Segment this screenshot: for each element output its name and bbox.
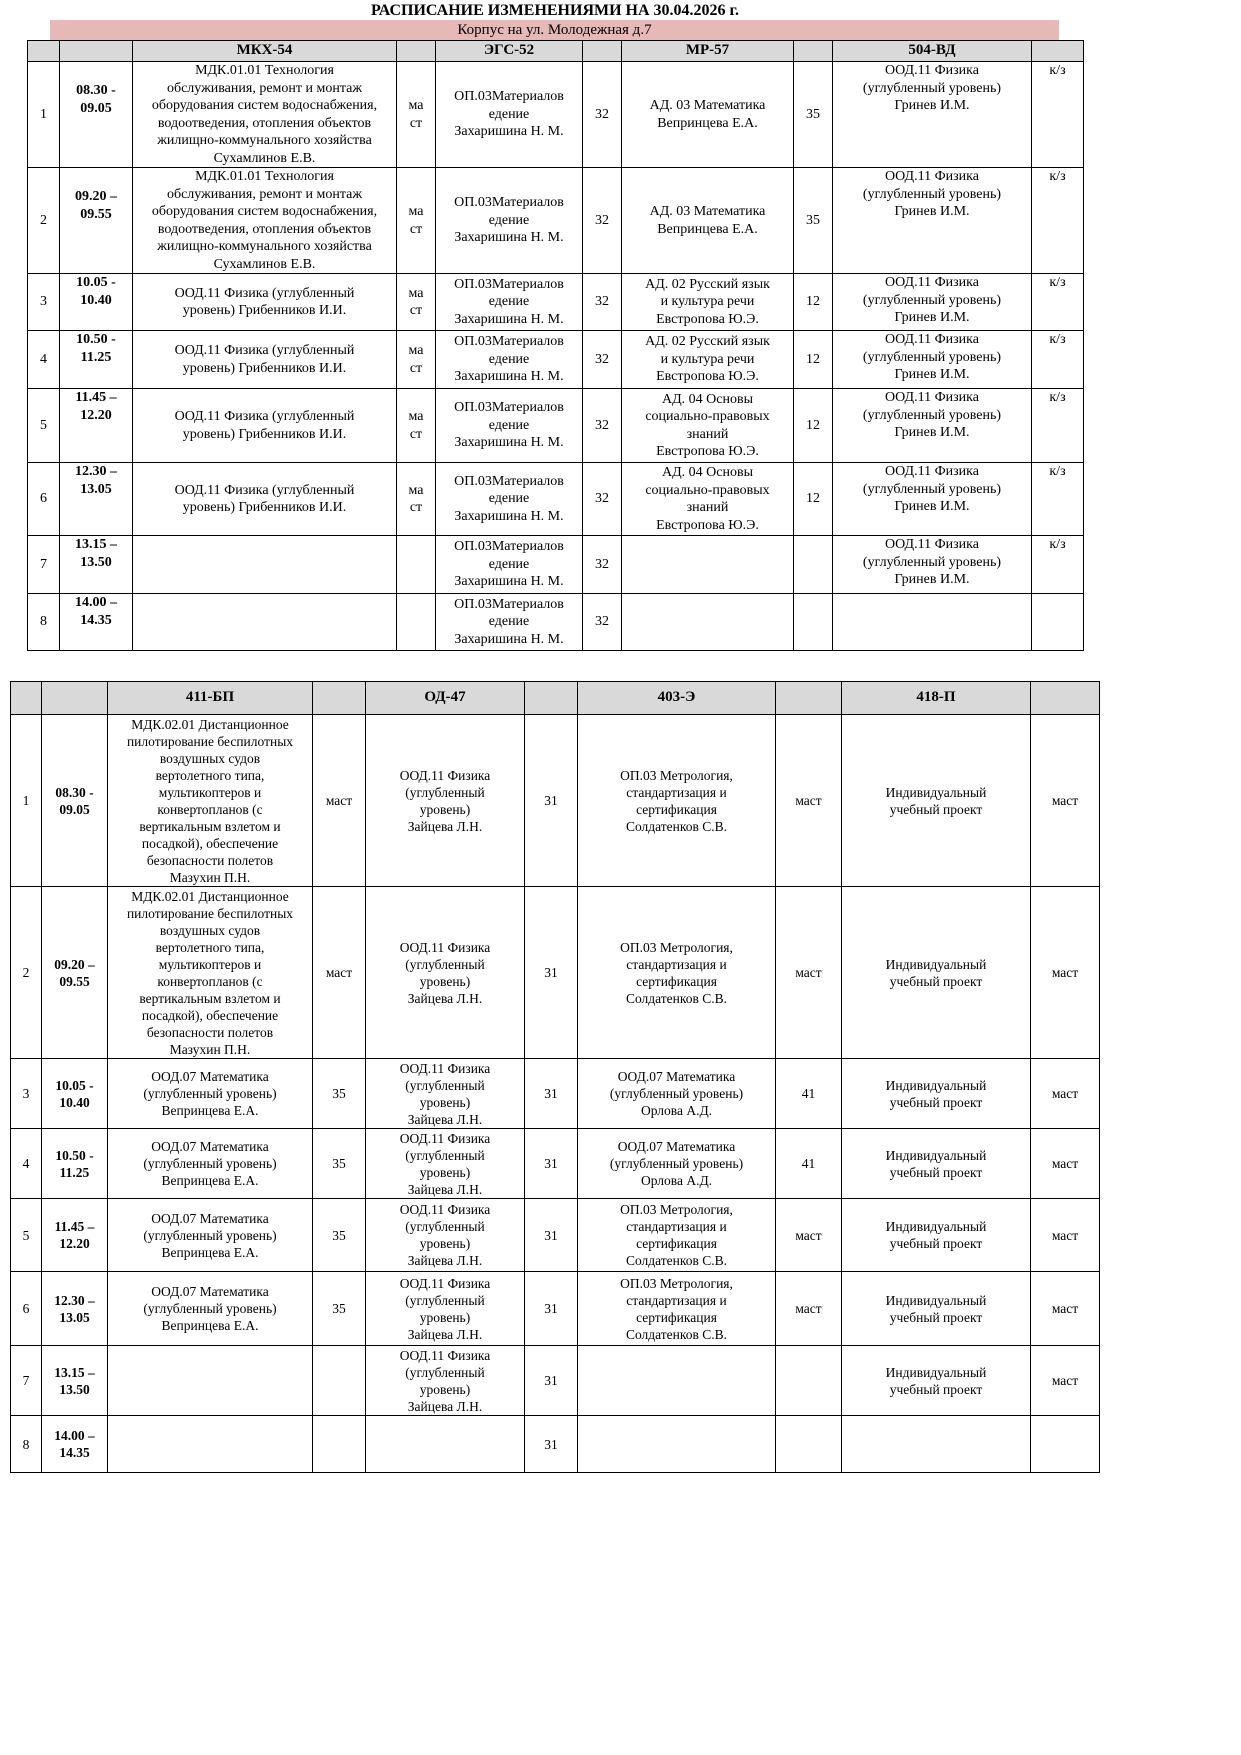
lesson-time-cell: 08.30 - 09.05 (60, 62, 133, 168)
room-cell: 32 (583, 168, 622, 274)
subject-cell: ООД.07 Математика (углубленный уровень) Вепринцева Е.А. (108, 1272, 313, 1346)
header-cell (1032, 41, 1084, 62)
room-cell: 31 (525, 1059, 578, 1129)
subject-cell: ООД.11 Физика (углубленный уровень) Грибенников И.И. (133, 389, 397, 463)
room-cell: маст (1031, 1129, 1100, 1199)
room-cell: ма ст (397, 389, 436, 463)
room-cell: 12 (794, 274, 833, 331)
room-cell: маст (776, 887, 842, 1059)
header-cell (397, 41, 436, 62)
room-cell: 41 (776, 1129, 842, 1199)
subject-cell: ООД.11 Физика (углубленный уровень) Гринев И.М. (833, 331, 1032, 389)
room-cell: 32 (583, 536, 622, 594)
group-header: ОД-47 (366, 682, 525, 715)
subject-cell: АД. 02 Русский язык и культура речи Евстропова Ю.Э. (622, 274, 794, 331)
lesson-time-cell: 10.05 - 10.40 (42, 1059, 108, 1129)
group-header: МКХ-54 (133, 41, 397, 62)
table-row (11, 1416, 1100, 1473)
header-cell (28, 41, 60, 62)
room-cell: 32 (583, 331, 622, 389)
room-cell: к/з (1032, 62, 1084, 168)
subject-cell (578, 1416, 776, 1473)
room-cell: 32 (583, 463, 622, 536)
subject-cell: МДК.02.01 Дистанционное пилотирование беспилотных воздушных судов вертолетного типа, мультикоптеров и конвертопланов (с вертикальным взлетом и посадкой), обеспечение безопасности полетов Мазухин П.Н. (108, 715, 313, 887)
room-cell (1031, 1416, 1100, 1473)
lesson-time-cell: 11.45 – 12.20 (60, 389, 133, 463)
room-cell: 31 (525, 1272, 578, 1346)
subject-cell (833, 594, 1032, 651)
table-row (28, 62, 1084, 168)
lesson-number-cell: 7 (11, 1346, 42, 1416)
room-cell: 31 (525, 887, 578, 1059)
lesson-time-cell: 14.00 – 14.35 (42, 1416, 108, 1473)
header-cell (42, 682, 108, 715)
room-cell: 35 (794, 168, 833, 274)
room-cell: маст (1031, 1199, 1100, 1272)
room-cell: 35 (313, 1199, 366, 1272)
subject-cell: ОП.03 Метрология, стандартизация и сертификация Солдатенков С.В. (578, 1272, 776, 1346)
header-cell (313, 682, 366, 715)
room-cell: 31 (525, 1129, 578, 1199)
page-title: РАСПИСАНИЕ ИЗМЕНЕНИЯМИ НА 30.04.2026 г. (370, 2, 740, 19)
room-cell: маст (1031, 1059, 1100, 1129)
lesson-time-cell: 10.05 - 10.40 (60, 274, 133, 331)
subject-cell (133, 536, 397, 594)
subject-cell: ОП.03Материалов едение Захаришина Н. М. (436, 331, 583, 389)
subject-cell: АД. 02 Русский язык и культура речи Евстропова Ю.Э. (622, 331, 794, 389)
lesson-number-cell: 1 (28, 62, 60, 168)
table-row (28, 594, 1084, 651)
room-cell (313, 1346, 366, 1416)
room-cell: ма ст (397, 62, 436, 168)
subject-cell: Индивидуальный учебный проект (842, 1059, 1031, 1129)
subject-cell: ОП.03Материалов едение Захаришина Н. М. (436, 389, 583, 463)
room-cell: 31 (525, 715, 578, 887)
table-row (11, 1199, 1100, 1272)
subject-cell: АД. 03 Математика Вепринцева Е.А. (622, 62, 794, 168)
subject-cell (133, 594, 397, 651)
subject-cell: ОП.03Материалов едение Захаришина Н. М. (436, 594, 583, 651)
header-cell (525, 682, 578, 715)
subject-cell: ОП.03Материалов едение Захаришина Н. М. (436, 536, 583, 594)
subject-cell (842, 1416, 1031, 1473)
subject-cell: ОП.03Материалов едение Захаришина Н. М. (436, 62, 583, 168)
room-cell: 35 (313, 1272, 366, 1346)
room-cell: к/з (1032, 536, 1084, 594)
group-header: 504-ВД (833, 41, 1032, 62)
subject-cell: Индивидуальный учебный проект (842, 1346, 1031, 1416)
table-row (28, 463, 1084, 536)
subject-cell: АД. 04 Основы социально-правовых знаний Евстропова Ю.Э. (622, 463, 794, 536)
subject-cell: Индивидуальный учебный проект (842, 715, 1031, 887)
subject-cell: Индивидуальный учебный проект (842, 1199, 1031, 1272)
room-cell: маст (776, 1199, 842, 1272)
subject-cell: ОП.03 Метрология, стандартизация и сертификация Солдатенков С.В. (578, 715, 776, 887)
subject-cell: ОП.03Материалов едение Захаришина Н. М. (436, 463, 583, 536)
room-cell: 32 (583, 389, 622, 463)
lesson-number-cell: 1 (11, 715, 42, 887)
lesson-time-cell: 09.20 – 09.55 (42, 887, 108, 1059)
subject-cell: ООД.11 Физика (углубленный уровень) Зайцева Л.Н. (366, 715, 525, 887)
table-row (11, 1059, 1100, 1129)
room-cell: 31 (525, 1416, 578, 1473)
lesson-number-cell: 8 (28, 594, 60, 651)
lesson-time-cell: 10.50 - 11.25 (60, 331, 133, 389)
lesson-time-cell: 10.50 - 11.25 (42, 1129, 108, 1199)
room-cell: маст (776, 1272, 842, 1346)
subject-cell: АД. 03 Математика Вепринцева Е.А. (622, 168, 794, 274)
table-row (11, 715, 1100, 887)
subject-cell: Индивидуальный учебный проект (842, 887, 1031, 1059)
room-cell: маст (1031, 715, 1100, 887)
table-row (11, 1346, 1100, 1416)
subject-cell: Индивидуальный учебный проект (842, 1129, 1031, 1199)
subject-cell: ООД.11 Физика (углубленный уровень) Гринев И.М. (833, 62, 1032, 168)
room-cell: 32 (583, 62, 622, 168)
subject-cell: ООД.11 Физика (углубленный уровень) Грибенников И.И. (133, 463, 397, 536)
room-cell: 35 (313, 1129, 366, 1199)
room-cell: к/з (1032, 331, 1084, 389)
group-header: 418-П (842, 682, 1031, 715)
lesson-time-cell: 08.30 - 09.05 (42, 715, 108, 887)
room-cell: 41 (776, 1059, 842, 1129)
lesson-number-cell: 6 (11, 1272, 42, 1346)
lesson-number-cell: 3 (11, 1059, 42, 1129)
subject-cell (108, 1346, 313, 1416)
schedule-table-1 (27, 40, 1084, 651)
room-cell: 12 (794, 463, 833, 536)
header-cell (794, 41, 833, 62)
lesson-number-cell: 2 (11, 887, 42, 1059)
subject-cell (622, 536, 794, 594)
room-cell (313, 1416, 366, 1473)
room-cell (794, 536, 833, 594)
room-cell: ма ст (397, 168, 436, 274)
table-row (28, 389, 1084, 463)
room-cell: к/з (1032, 463, 1084, 536)
room-cell: к/з (1032, 389, 1084, 463)
room-cell: маст (1031, 1272, 1100, 1346)
subject-cell: Индивидуальный учебный проект (842, 1272, 1031, 1346)
room-cell: 35 (794, 62, 833, 168)
subject-cell: ООД.11 Физика (углубленный уровень) Зайцева Л.Н. (366, 1346, 525, 1416)
room-cell (397, 536, 436, 594)
subject-cell: ООД.11 Физика (углубленный уровень) Гринев И.М. (833, 463, 1032, 536)
building-label: Корпус на ул. Молодежная д.7 (50, 20, 1059, 40)
room-cell: к/з (1032, 274, 1084, 331)
room-cell (397, 594, 436, 651)
room-cell: 32 (583, 594, 622, 651)
group-header: 403-Э (578, 682, 776, 715)
subject-cell: ОП.03Материалов едение Захаришина Н. М. (436, 274, 583, 331)
schedule-table-2 (10, 681, 1100, 1473)
subject-cell (578, 1346, 776, 1416)
subject-cell (108, 1416, 313, 1473)
subject-cell: ОП.03 Метрология, стандартизация и сертификация Солдатенков С.В. (578, 1199, 776, 1272)
lesson-number-cell: 7 (28, 536, 60, 594)
subject-cell (622, 594, 794, 651)
subject-cell: ООД.07 Математика (углубленный уровень) Вепринцева Е.А. (108, 1199, 313, 1272)
lesson-number-cell: 4 (28, 331, 60, 389)
room-cell: 12 (794, 331, 833, 389)
header-cell (776, 682, 842, 715)
header-cell (60, 41, 133, 62)
room-cell: маст (313, 887, 366, 1059)
table-row (28, 274, 1084, 331)
lesson-time-cell: 13.15 – 13.50 (60, 536, 133, 594)
room-cell: ма ст (397, 331, 436, 389)
table-row (28, 168, 1084, 274)
lesson-number-cell: 3 (28, 274, 60, 331)
room-cell: 31 (525, 1199, 578, 1272)
lesson-time-cell: 09.20 – 09.55 (60, 168, 133, 274)
lesson-number-cell: 2 (28, 168, 60, 274)
room-cell: маст (1031, 1346, 1100, 1416)
subject-cell: ОП.03 Метрология, стандартизация и сертификация Солдатенков С.В. (578, 887, 776, 1059)
group-header: МР-57 (622, 41, 794, 62)
room-cell (794, 594, 833, 651)
subject-cell: АД. 04 Основы социально-правовых знаний Евстропова Ю.Э. (622, 389, 794, 463)
subject-cell: ООД.11 Физика (углубленный уровень) Зайцева Л.Н. (366, 1129, 525, 1199)
room-cell: маст (1031, 887, 1100, 1059)
subject-cell: ООД.11 Физика (углубленный уровень) Грибенников И.И. (133, 274, 397, 331)
group-header: ЭГС-52 (436, 41, 583, 62)
lesson-number-cell: 6 (28, 463, 60, 536)
table-row (28, 331, 1084, 389)
subject-cell: ООД.11 Физика (углубленный уровень) Гринев И.М. (833, 168, 1032, 274)
room-cell: 32 (583, 274, 622, 331)
table-row (11, 1129, 1100, 1199)
subject-cell: ООД.11 Физика (углубленный уровень) Зайцева Л.Н. (366, 887, 525, 1059)
subject-cell (366, 1416, 525, 1473)
lesson-time-cell: 13.15 – 13.50 (42, 1346, 108, 1416)
header-cell (1031, 682, 1100, 715)
lesson-number-cell: 5 (28, 389, 60, 463)
subject-cell: ООД.11 Физика (углубленный уровень) Гринев И.М. (833, 389, 1032, 463)
subject-cell: ООД.11 Физика (углубленный уровень) Зайцева Л.Н. (366, 1199, 525, 1272)
subject-cell: ООД.11 Физика (углубленный уровень) Грибенников И.И. (133, 331, 397, 389)
room-cell: ма ст (397, 463, 436, 536)
header-cell (583, 41, 622, 62)
subject-cell: ООД.11 Физика (углубленный уровень) Зайцева Л.Н. (366, 1272, 525, 1346)
room-cell (1032, 594, 1084, 651)
subject-cell: ООД.07 Математика (углубленный уровень) Вепринцева Е.А. (108, 1059, 313, 1129)
lesson-time-cell: 14.00 – 14.35 (60, 594, 133, 651)
room-cell: к/з (1032, 168, 1084, 274)
subject-cell: ООД.11 Физика (углубленный уровень) Гринев И.М. (833, 536, 1032, 594)
table-row (11, 1272, 1100, 1346)
subject-cell: МДК.02.01 Дистанционное пилотирование беспилотных воздушных судов вертолетного типа, мультикоптеров и конвертопланов (с вертикальным взлетом и посадкой), обеспечение безопасности полетов Мазухин П.Н. (108, 887, 313, 1059)
lesson-time-cell: 12.30 – 13.05 (42, 1272, 108, 1346)
header-cell (11, 682, 42, 715)
subject-cell: ООД.11 Физика (углубленный уровень) Гринев И.М. (833, 274, 1032, 331)
group-header: 411-БП (108, 682, 313, 715)
lesson-time-cell: 11.45 – 12.20 (42, 1199, 108, 1272)
subject-cell: ООД.07 Математика (углубленный уровень) Вепринцева Е.А. (108, 1129, 313, 1199)
room-cell: 31 (525, 1346, 578, 1416)
subject-cell: ООД.11 Физика (углубленный уровень) Зайцева Л.Н. (366, 1059, 525, 1129)
lesson-time-cell: 12.30 – 13.05 (60, 463, 133, 536)
room-cell: 35 (313, 1059, 366, 1129)
room-cell (776, 1346, 842, 1416)
table-row (11, 887, 1100, 1059)
lesson-number-cell: 5 (11, 1199, 42, 1272)
table-row (28, 536, 1084, 594)
room-cell: маст (313, 715, 366, 887)
subject-cell: МДК.01.01 Технология обслуживания, ремонт и монтаж оборудования систем водоснабжения, водоотведения, отопления объектов жилищно-коммунального хозяйства Сухамлинов Е.В. (133, 168, 397, 274)
subject-cell: ООД.07 Математика (углубленный уровень) Орлова А.Д. (578, 1059, 776, 1129)
subject-cell: ООД.07 Математика (углубленный уровень) Орлова А.Д. (578, 1129, 776, 1199)
lesson-number-cell: 4 (11, 1129, 42, 1199)
lesson-number-cell: 8 (11, 1416, 42, 1473)
room-cell: 12 (794, 389, 833, 463)
room-cell: ма ст (397, 274, 436, 331)
room-cell: маст (776, 715, 842, 887)
room-cell (776, 1416, 842, 1473)
subject-cell: МДК.01.01 Технология обслуживания, ремонт и монтаж оборудования систем водоснабжения, водоотведения, отопления объектов жилищно-коммунального хозяйства Сухамлинов Е.В. (133, 62, 397, 168)
subject-cell: ОП.03Материалов едение Захаришина Н. М. (436, 168, 583, 274)
